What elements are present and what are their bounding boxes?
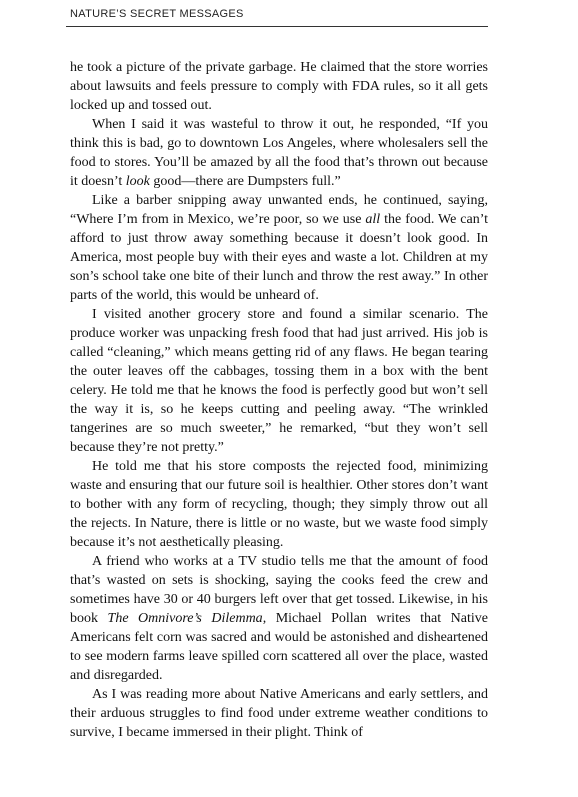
paragraph — [70, 685, 488, 742]
paragraph — [70, 457, 488, 552]
body-text — [70, 58, 488, 742]
text-run: I visited another grocery store and found a similar scenario. The produce worker was unpacking fresh food that had just arrived. His job is called “cleaning,” which means getting rid of any flaws. He began tearing the outer leaves off the cabbages, tossing them in a box with the bent celery. He told me that he knows the food is perfectly good but won’t sell the way it is, so he keeps cutting and peeling away. “The wrinkled tangerines are so much sweeter,” he remarked, “but they won’t sell because they’re not pretty.” — [70, 307, 488, 455]
italic-text: look — [125, 174, 150, 189]
paragraph — [70, 191, 488, 305]
header-rule — [66, 26, 488, 27]
text-run: Like a barber snipping away unwanted ends, he continued, saying, “Where I’m from in Mexico, we’re poor, so we use — [70, 193, 488, 227]
text-run: he took a picture of the private garbage. He claimed that the store worries about lawsuits and feels pressure to comply with FDA rules, so it all gets locked up and tossed out. — [70, 60, 488, 113]
text-run: As I was reading more about Native Americans and early settlers, and their arduous struggles to find food under extreme weather conditions to survive, I became immersed in their plight. Think of — [70, 687, 488, 740]
paragraph — [70, 305, 488, 457]
paragraph — [70, 58, 488, 115]
italic-text: all — [365, 212, 381, 227]
paragraph — [70, 552, 488, 685]
text-run: When I said it was wasteful to throw it out, he responded, “If you think this is bad, go to downtown Los Angeles, where wholesalers sell the food to stores. You’ll be amazed by all the food that’s thrown out because it doesn’t — [70, 117, 488, 189]
text-run: He told me that his store composts the rejected food, minimizing waste and ensuring that our future soil is healthier. Other stores don’t want to bother with any form of recycling, though; they simply throw out all the rejects. In Nature, there is little or no waste, but we waste food simply because it’s not aesthetically pleasing. — [70, 459, 488, 550]
paragraph — [70, 115, 488, 191]
text-run: A friend who works at a TV studio tells me that the amount of food that’s wasted on sets is shocking, saying the cooks feed the crew and sometimes have 30 or 40 burgers left over that get tossed. Likewise, in his book — [70, 554, 488, 626]
running-head: NATURE’S SECRET MESSAGES — [70, 8, 244, 20]
text-run: , Michael Pollan writes that Native Americans felt corn was sacred and would be astonished and disheartened to see modern farms leave spilled corn scattered all over the place, wasted and disregarded. — [70, 611, 488, 683]
text-run: the food. We can’t afford to just throw away something because it doesn’t look good. In America, most people buy with their eyes and waste a lot. Children at my son’s school take one bite of their lunch and throw the rest away.” In other parts of the world, this would be unheard of. — [70, 212, 489, 303]
italic-text: The Omnivore’s Dilemma — [107, 611, 263, 626]
text-run: good—there are Dumpsters full.” — [149, 174, 341, 189]
